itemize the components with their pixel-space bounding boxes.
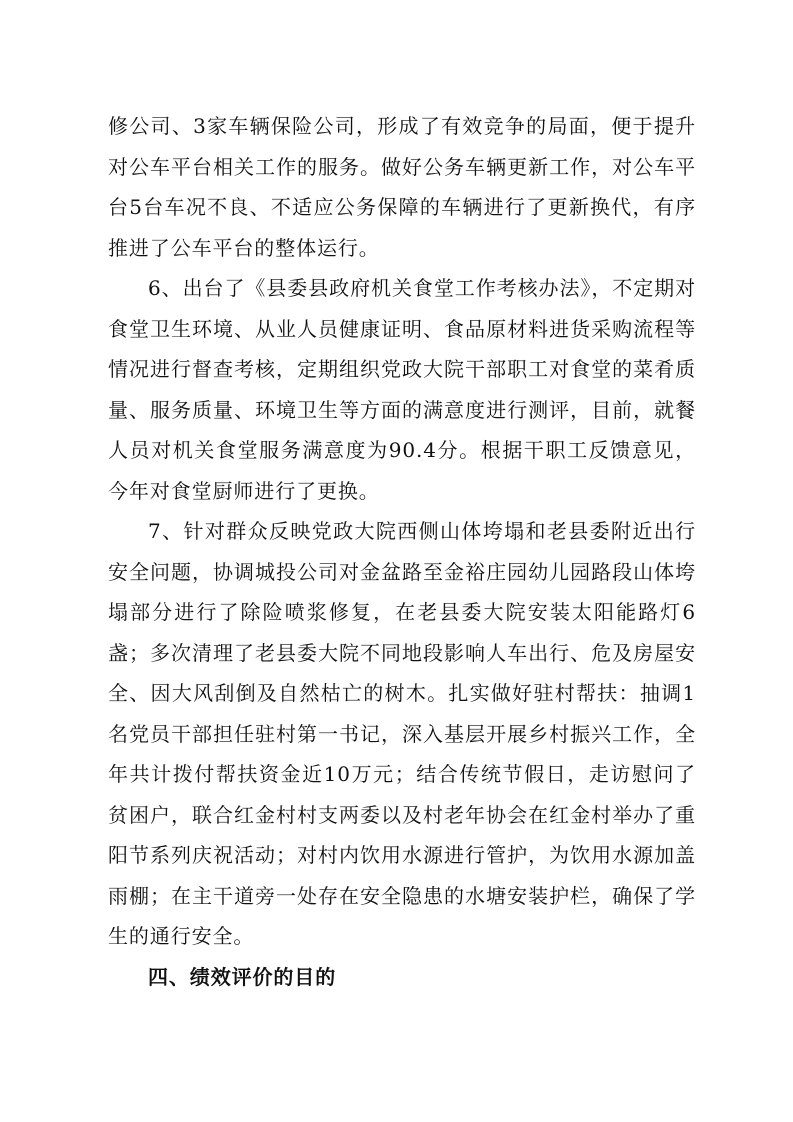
document-body: [108, 106, 696, 997]
section-heading: 四、绩效评价的目的: [148, 964, 337, 989]
paragraph-continuation: 修公司、3家车辆保险公司，形成了有效竞争的局面，便于提升对公车平台相关工作的服务。做好公务车辆更新工作，对公车平台5台车况不良、不适应公务保障的车辆进行了更新换代，有序推进了公车平台的整体运行。: [108, 114, 696, 260]
paragraph-item-7: 7、针对群众反映党政大院西侧山体垮塌和老县委附近出行安全问题，协调城投公司对金盆路至金裕庄园幼儿园路段山体垮塌部分进行了除险喷浆修复，在老县委大院安装太阳能路灯6盏；多次清理了老县委大院不同地段影响人车出行、危及房屋安全、因大风刮倒及自然枯亡的树木。扎实做好驻村帮扶：抽调1名党员干部担任驻村第一书记，深入基层开展乡村振兴工作，全年共计拨付帮扶资金近10万元；结合传统节假日，走访慰问了贫困户，联合红金村村支两委以及村老年协会在红金村举办了重阳节系列庆祝活动；对村内饮用水源进行管护，为饮用水源加盖雨棚；在主干道旁一处存在安全隐患的水塘安装护栏，确保了学生的通行安全。: [108, 519, 696, 948]
paragraph-item-6: 6、出台了《县委县政府机关食堂工作考核办法》，不定期对食堂卫生环境、从业人员健康证明、食品原材料进货采购流程等情况进行督查考核，定期组织党政大院干部职工对食堂的菜肴质量、服务质量、环境卫生等方面的满意度进行测评，目前，就餐人员对机关食堂服务满意度为90.4分。根据干职工反馈意见，今年对食堂厨师进行了更换。: [108, 276, 696, 503]
